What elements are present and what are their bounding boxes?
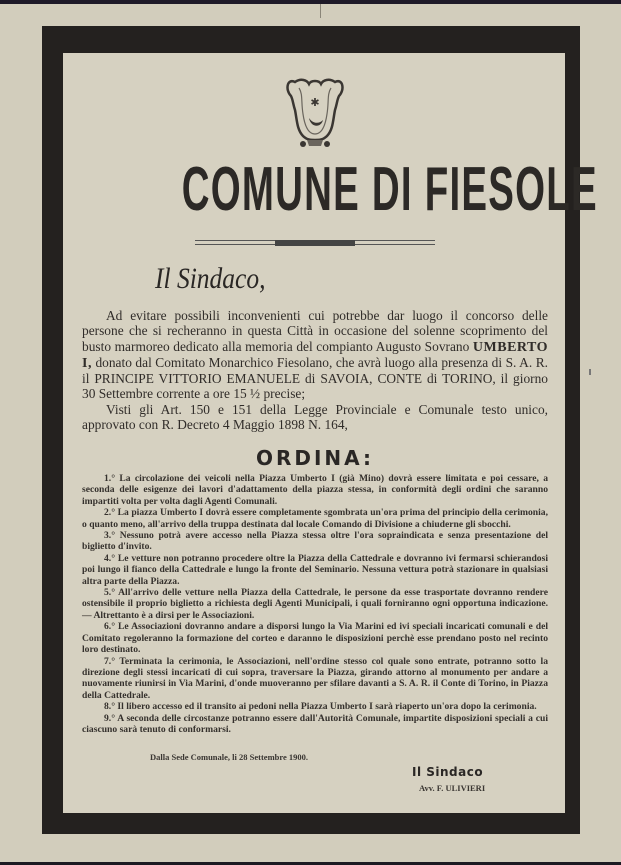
decorative-rule [195, 240, 435, 246]
order-item: 1.° La circolazione dei veicoli nella Piazza Umberto I (già Mino) dovrà essere limitata e poi cessare, a seconda delle esigenze dei lavori d'adattamento della piazza stessa, in conformità degli ordini che saranno impartiti volta per volta dagli Agenti Comunali. [82, 473, 548, 507]
dateline: Dalla Sede Comunale, li 28 Settembre 1900. [150, 752, 309, 762]
order-item: 7.° Terminata la cerimonia, le Associazioni, nell'ordine stesso col quale sono entrate, potranno sotto la direzione degli stessi incaricati di cui sopra, traversare la Piazza, girando attorno al monumento per andare a nuovamente riunirsi in Via Marini, d'onde muoveranno per sfilare davanti a S. A. R. il Conte di Torino, in Piazza della Cattedrale. [82, 655, 548, 701]
order-item: 3.° Nessuno potrà avere accesso nella Piazza stessa oltre l'ora sopraindicata e senza presentazione del biglietto d'invito. [82, 530, 548, 553]
intro-paragraph-2: Visti gli Art. 150 e 151 della Legge Provinciale e Comunale testo unico, approvato con R. Decreto 4 Maggio 1898 N. 164, [82, 401, 548, 433]
order-item: 6.° Le Associazioni dovranno andare a disporsi lungo la Via Marini ed ivi speciali incaricati comunali e del Comitato regoleranno la formazione del corteo e daranno le disposizioni perchè esse prendano posto nel recinto loro destinato. [82, 621, 548, 656]
salutation-heading: Il Sindaco, [155, 262, 266, 295]
king-name: UMBERTO I, [82, 339, 548, 371]
fold-mark [320, 4, 321, 18]
intro-paragraph-1: Ad evitare possibili inconvenienti cui potrebbe dar luogo il concorso delle persone che si recheranno in questa Città in occasione del solenne scoprimento del busto marmoreo dedicato alla memoria del compianto Augusto Sovrano UMBERTO I, donato dal Comitato Monarchico Fiesolano, che avrà luogo alla presenza di S. A. R. il PRINCIPE VITTORIO EMANUELE di SAVOIA, CONTE di TORINO, il giorno 30 Settembre corrente a ore 15 ½ precise; [82, 308, 548, 402]
ordina-heading: ORDINA: [255, 446, 375, 470]
intro-text [82, 308, 548, 432]
orders-list [82, 473, 548, 735]
order-item: 5.° All'arrivo delle vetture nella Piazza della Cattedrale, le persone da esse trasportate dovranno rendere ostensibile il proprio biglietto a richiesta degli Agenti Municipali, i quali forniranno ogni opportuna indicazione. — Altrettanto è a dirsi per le Associazioni. [82, 587, 548, 621]
order-item: 8.° Il libero accesso ed il transito ai pedoni nella Piazza Umberto I sarà riaperto un'ora dopo la cerimonia. [104, 701, 537, 713]
signature-title: Il Sindaco [412, 765, 484, 779]
svg-text:✱: ✱ [310, 96, 320, 109]
order-item: 9.° A seconda delle circostanze potranno essere dall'Autorità Comunale, impartite disposizioni speciali a cui ciascuno sarà tenuto di conformarsi. [82, 712, 548, 735]
signature-name: Avv. F. ULIVIERI [419, 783, 486, 793]
municipality-title: COMUNE DI FIESOLE [181, 155, 598, 224]
order-item: 2.° La piazza Umberto I dovrà essere completamente sgombrata un'ora prima del principio della cerimonia, o quanto meno, all'arrivo della truppa destinata dal locale Comando di Divisione a chiuderne gli sbocchi. [82, 507, 548, 530]
coat-of-arms-icon [285, 74, 345, 150]
margin-mark [589, 369, 591, 375]
order-item: 4.° Le vetture non potranno procedere oltre la Piazza della Cattedrale e dovranno ivi fermarsi schierandosi poi lungo il fianco della Cattedrale e lungo la fronte del Seminario. Nessuna vettura potrà stazionare in qualsiasi altra parte della Piazza. [82, 552, 548, 587]
